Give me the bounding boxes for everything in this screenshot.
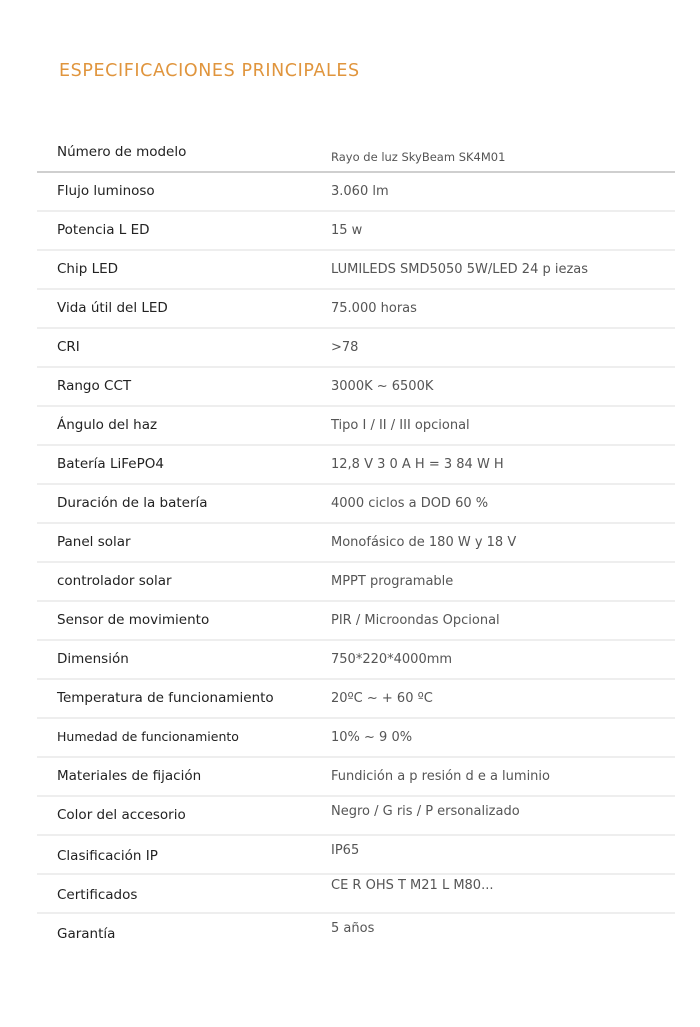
- spec-row: [37, 797, 675, 836]
- spec-label: Vida útil del LED: [57, 300, 168, 316]
- spec-label: Dimensión: [57, 651, 129, 667]
- spec-value: CE R OHS T M21 L M80...: [331, 878, 494, 893]
- spec-row: [37, 719, 675, 758]
- spec-value: MPPT programable: [331, 574, 454, 589]
- spec-label: Color del accesorio: [57, 807, 186, 823]
- spec-label: Potencia L ED: [57, 222, 150, 238]
- spec-value: Rayo de luz SkyBeam SK4M01: [331, 150, 506, 164]
- spec-row: [37, 329, 675, 368]
- spec-label: Batería LiFePO4: [57, 456, 164, 472]
- spec-row: [37, 914, 675, 953]
- spec-value: Monofásico de 180 W y 18 V: [331, 535, 517, 550]
- spec-label: Duración de la batería: [57, 495, 208, 511]
- spec-value: 15 w: [331, 223, 363, 238]
- spec-row: [37, 368, 675, 407]
- page-title: ESPECIFICACIONES PRINCIPALES: [59, 61, 360, 81]
- spec-label: Chip LED: [57, 261, 119, 277]
- spec-row: [37, 602, 675, 641]
- spec-label: Materiales de fijación: [57, 768, 202, 784]
- spec-label: Ángulo del haz: [57, 417, 158, 433]
- spec-label: Temperatura de funcionamiento: [57, 690, 274, 706]
- spec-row: [37, 446, 675, 485]
- spec-row: [37, 758, 675, 797]
- spec-row: [37, 173, 675, 212]
- spec-row: [37, 290, 675, 329]
- spec-value: Negro / G ris / P ersonalizado: [331, 804, 520, 819]
- spec-row: [37, 212, 675, 251]
- spec-row: [37, 875, 675, 914]
- spec-row: [37, 836, 675, 875]
- spec-row: [37, 133, 675, 173]
- spec-label: controlador solar: [57, 573, 172, 589]
- spec-value: Fundición a p resión d e a luminio: [331, 769, 550, 784]
- spec-label: Flujo luminoso: [57, 183, 155, 199]
- spec-row: [37, 563, 675, 602]
- spec-value: >78: [331, 340, 359, 355]
- spec-row: [37, 407, 675, 446]
- spec-label: Garantía: [57, 926, 116, 942]
- spec-value: 3.060 lm: [331, 184, 389, 199]
- spec-label: Número de modelo: [57, 144, 187, 160]
- spec-row: [37, 524, 675, 563]
- spec-value: 10% ~ 9 0%: [331, 730, 413, 745]
- spec-label: CRI: [57, 339, 80, 355]
- spec-value: LUMILEDS SMD5050 5W/LED 24 p iezas: [331, 262, 589, 277]
- spec-value: 750*220*4000mm: [331, 652, 453, 667]
- spec-value: IP65: [331, 843, 360, 858]
- spec-label: Sensor de movimiento: [57, 612, 210, 628]
- spec-value: 75.000 horas: [331, 301, 417, 316]
- spec-value: PIR / Microondas Opcional: [331, 613, 500, 628]
- spec-value: 20ºC ~ + 60 ºC: [331, 691, 433, 706]
- spec-value: 12,8 V 3 0 A H = 3 84 W H: [331, 457, 504, 472]
- spec-row: [37, 680, 675, 719]
- spec-label: Certificados: [57, 887, 138, 903]
- spec-table: [37, 133, 675, 953]
- spec-value: 4000 ciclos a DOD 60 %: [331, 496, 489, 511]
- spec-label: Rango CCT: [57, 378, 132, 394]
- spec-value: 5 años: [331, 921, 375, 936]
- spec-value: Tipo I / II / III opcional: [331, 418, 470, 433]
- spec-label: Humedad de funcionamiento: [57, 729, 239, 744]
- spec-value: 3000K ~ 6500K: [331, 379, 434, 394]
- spec-row: [37, 641, 675, 680]
- spec-label: Panel solar: [57, 534, 131, 550]
- spec-label: Clasificación IP: [57, 848, 158, 864]
- spec-row: [37, 485, 675, 524]
- spec-row: [37, 251, 675, 290]
